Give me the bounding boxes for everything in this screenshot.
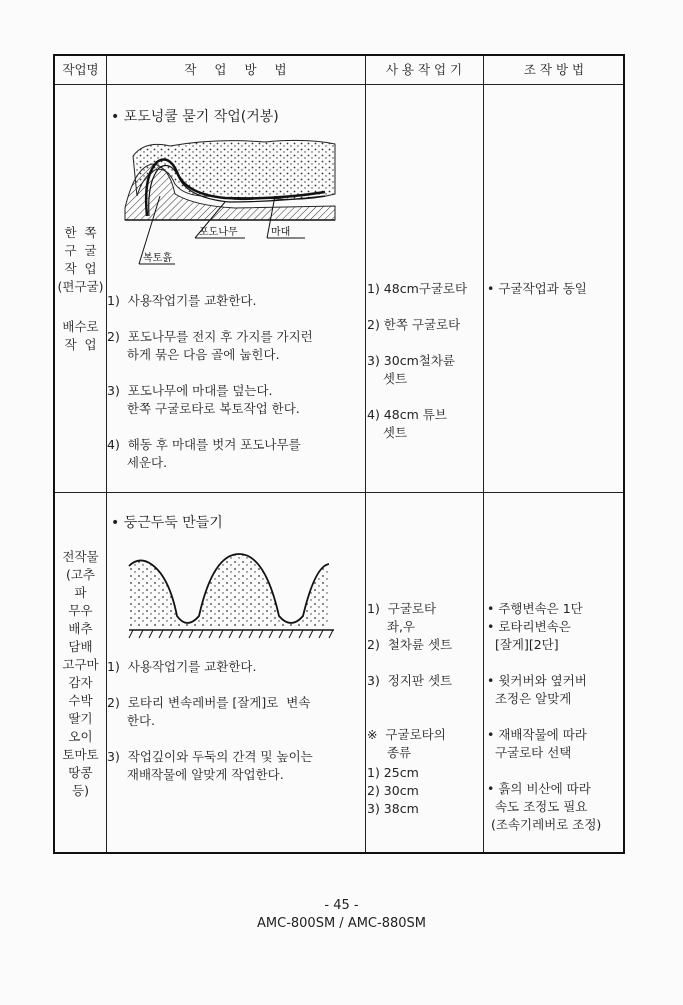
name-line: 배추 bbox=[68, 621, 93, 636]
label-vine: 포도나무 bbox=[199, 227, 238, 238]
row2-tool: 3) 정지판 셋트 bbox=[367, 673, 453, 688]
row2-tool: 2) 철차륜 셋트 bbox=[367, 637, 453, 652]
name-line: 작 업 bbox=[64, 337, 97, 352]
name-line: 전작물 bbox=[62, 549, 99, 564]
row1-tool: 4) 48cm 튜브 셋트 bbox=[367, 407, 447, 440]
row2-tool-size: 3) 38cm bbox=[367, 801, 419, 816]
row2-operation: • 로타리변속은 [잘게][2단] bbox=[487, 619, 571, 652]
row2-operation: • 주행변속은 1단 bbox=[487, 601, 583, 616]
model-name: AMC-800SM / AMC-880SM bbox=[257, 916, 426, 931]
name-line: 고구마 bbox=[62, 657, 99, 672]
work-method-table bbox=[53, 54, 625, 854]
name-line: 토마토 bbox=[62, 747, 99, 762]
name-line: 한 쪽 bbox=[64, 225, 97, 240]
header-work-method: 작 업 방 법 bbox=[184, 62, 287, 77]
name-line: 땅콩 bbox=[68, 765, 93, 780]
name-line: 구 굴 bbox=[64, 243, 97, 258]
page-number: - 45 - bbox=[324, 898, 359, 913]
row2-operation: • 재배작물에 따라 구굴로타 선택 bbox=[487, 727, 587, 760]
name-line: 작 업 bbox=[64, 261, 97, 276]
row-divider bbox=[55, 492, 623, 493]
column-divider bbox=[483, 56, 484, 852]
name-line: 수박 bbox=[68, 693, 93, 708]
row1-step: 2) 포도나무를 전지 후 가지를 가지런 하게 묶은 다음 골에 눕힌다. bbox=[107, 329, 313, 362]
name-line: 담배 bbox=[68, 639, 93, 654]
row2-title: • 둥근두둑 만들기 bbox=[111, 515, 223, 531]
row1-tool: 2) 한쪽 구굴로타 bbox=[367, 317, 461, 332]
name-line: 오이 bbox=[68, 729, 93, 744]
row1-step: 3) 포도나무에 마대를 덮는다. 한쪽 구굴로타로 복토작업 한다. bbox=[107, 383, 300, 416]
label-cover-soil: 복토흙 bbox=[143, 253, 172, 264]
row1-step: 4) 해동 후 마대를 벗겨 포도나무를 세운다. bbox=[107, 437, 301, 470]
header-work-name: 작업명 bbox=[62, 62, 99, 77]
row2-tool-size: 2) 30cm bbox=[367, 783, 419, 798]
row2-step: 1) 사용작업기를 교환한다. bbox=[107, 659, 257, 674]
name-line: 무우 bbox=[68, 603, 93, 618]
header-tools: 사 용 작 업 기 bbox=[385, 62, 463, 77]
row1-tool: 3) 30cm철차륜 셋트 bbox=[367, 353, 455, 386]
name-line: (편구굴) bbox=[57, 279, 104, 294]
row2-operation: • 윗커버와 옆커버 조정은 알맞게 bbox=[487, 673, 587, 706]
row1-operation: • 구굴작업과 동일 bbox=[487, 281, 587, 296]
row2-operation: • 흙의 비산에 따라 속도 조정도 필요 (조속기레버로 조정) bbox=[487, 781, 602, 832]
label-straw: 마대 bbox=[271, 227, 291, 238]
row2-step: 2) 로타리 변속레버를 [잘게]로 변속 한다. bbox=[107, 695, 311, 728]
header-divider bbox=[55, 84, 623, 85]
row2-tool-note: ※ 구굴로타의 종류 bbox=[367, 727, 446, 760]
name-line: 등) bbox=[72, 783, 89, 798]
header-operation: 조 작 방 법 bbox=[523, 62, 585, 77]
name-line: (고추 bbox=[65, 567, 96, 582]
name-line: 파 bbox=[74, 585, 87, 600]
name-line: 딸기 bbox=[68, 711, 93, 726]
row1-tool: 1) 48cm구굴로타 bbox=[367, 281, 468, 296]
name-line: 배수로 bbox=[62, 319, 99, 334]
row1-title: • 포도넝쿨 묻기 작업(거봉) bbox=[111, 109, 279, 125]
name-line: 감자 bbox=[68, 675, 93, 690]
rounded-ridge-diagram bbox=[129, 546, 339, 646]
row2-step: 3) 작업깊이와 두둑의 간격 및 높이는 재배작물에 알맞게 작업한다. bbox=[107, 749, 313, 782]
row2-tool: 1) 구굴로타 좌,우 bbox=[367, 601, 437, 634]
row2-tool-size: 1) 25cm bbox=[367, 765, 419, 780]
row1-step: 1) 사용작업기를 교환한다. bbox=[107, 293, 257, 308]
column-divider bbox=[365, 56, 366, 852]
vine-burial-diagram bbox=[125, 136, 345, 276]
